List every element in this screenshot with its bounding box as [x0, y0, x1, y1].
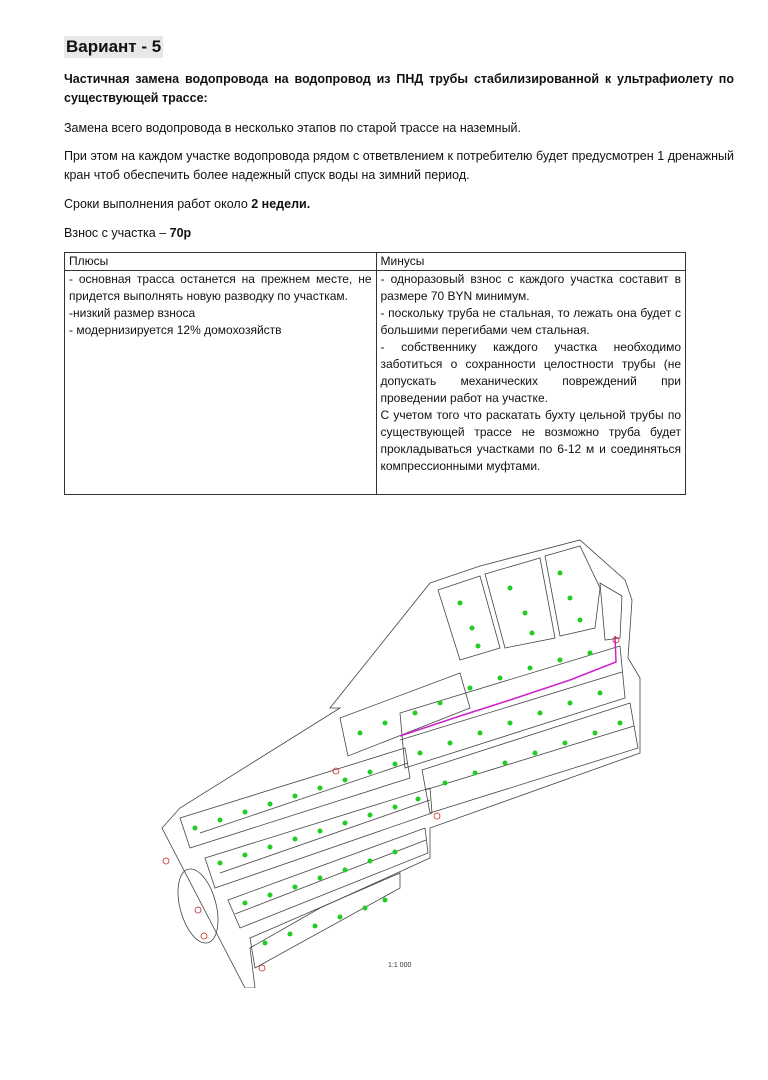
pros-header: Плюсы: [65, 253, 377, 271]
cons-item: - одноразовый взнос с каждого участка составит в размере 70 BYN минимум.: [380, 272, 681, 303]
page-title: Вариант - 5: [66, 37, 162, 56]
fee-text: Взнос с участка –: [64, 226, 170, 240]
duration-value: 2 недели.: [251, 197, 311, 211]
cons-item: - поскольку труба не стальная, то лежать она будет с большими перегибами чем стальная.: [380, 306, 681, 337]
map-scale-label: 1:1 000: [388, 962, 412, 969]
duration-text: Сроки выполнения работ около: [64, 197, 252, 211]
fee-value: 70р: [169, 226, 192, 240]
pros-item: - основная трасса останется на прежнем месте, не придется выполнять новую разводку по участкам.: [69, 272, 372, 303]
cons-item: - собственнику каждого участка необходимо заботиться о сохранности целостности трубы (не допускать механических повреждений при проведении работ на участке.: [380, 340, 681, 405]
section-heading: Частичная замена водопровода на водопровод из ПНД трубы стабилизированной к ультрафиолету по существующей трассе:: [64, 72, 734, 105]
cons-item: С учетом того что раскатать бухту цельной трубы по существующей трассе не возможно труба будет прокладываться участками по 6-12 м и соединяться компрессионными муфтами.: [380, 408, 681, 473]
pros-cell: [65, 271, 377, 495]
site-plan-map: [160, 528, 650, 988]
cons-cell: [376, 271, 686, 495]
pros-item: - модернизируется 12% домохозяйств: [69, 323, 282, 337]
pros-item: -низкий размер взноса: [69, 306, 196, 320]
paragraph-1: Замена всего водопровода в несколько этапов по старой трассе на наземный.: [64, 121, 522, 135]
paragraph-2: При этом на каждом участке водопровода рядом с ответвлением к потребителю будет предусмотрен 1 дренажный кран чтоб обеспечить более надежный спуск воды на зимний период.: [64, 149, 734, 182]
cons-header: Минусы: [376, 253, 686, 271]
pros-cons-table: [64, 252, 686, 495]
paragraph-fee: [64, 224, 734, 243]
paragraph-duration: [64, 195, 734, 214]
pipe-route: [400, 636, 616, 736]
